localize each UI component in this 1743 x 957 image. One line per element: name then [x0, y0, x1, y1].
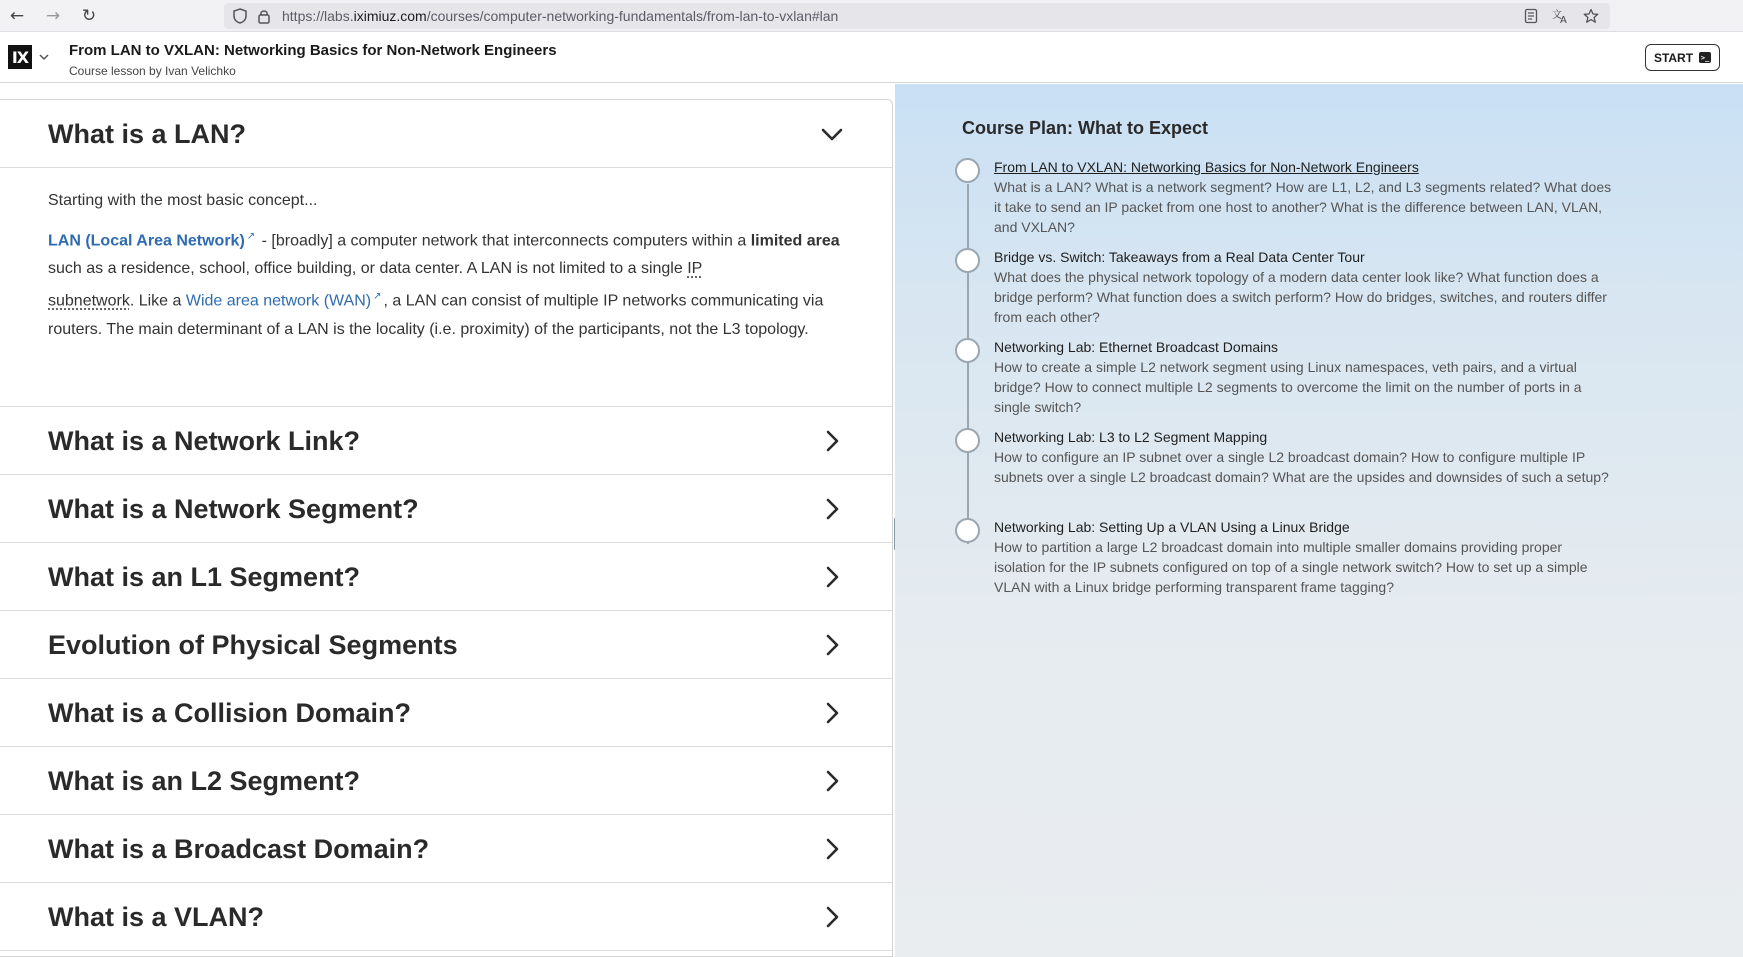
definition-text-2: such as a residence, school, office building, or data center. A LAN is not limited to a single	[48, 260, 688, 278]
accordion-heading[interactable]: What is an L1 Segment?	[48, 561, 361, 592]
forward-arrow-icon[interactable]: →	[45, 6, 61, 26]
accordion-item-what-is-a-lan[interactable]	[0, 100, 892, 168]
back-arrow-icon[interactable]: ←	[9, 6, 25, 26]
definition-text-1: - [broadly] a computer network that interconnects computers within a	[257, 232, 751, 250]
course-plan-item-description: What is a LAN? What is a network segment? How are L1, L2, and L3 segments related? What does it take to send an IP packet from one host to another? What is the difference between LAN, VLAN, and VXLAN?	[994, 179, 1612, 235]
chevron-right-icon[interactable]	[820, 633, 844, 657]
definition-text-3: . Like a	[129, 292, 186, 310]
intro-text: Starting with the most basic concept...	[48, 192, 318, 209]
accordion-heading[interactable]: Evolution of Physical Segments	[48, 629, 458, 660]
course-plan-item-title: Networking Lab: Ethernet Broadcast Domains	[994, 339, 1279, 355]
chevron-down-icon[interactable]	[820, 122, 844, 146]
course-plan-item-title[interactable]: From LAN to VXLAN: Networking Basics for Non-Network Engineers	[994, 159, 1419, 175]
course-plan-item-description: How to create a simple L2 network segment using Linux namespaces, veth pairs, and a virtual bridge? How to connect multiple L2 segments to overcome the limit on the number of ports in a single switch?	[994, 359, 1582, 415]
course-plan-item-description: What does the physical network topology of a modern data center look like? What function does a bridge perform? What function does a switch perform? How do bridges, switches, and routers differ from each other?	[994, 269, 1607, 325]
course-plan-item-description: How to configure an IP subnet over a single L2 broadcast domain? How to configure multiple IP subnets over a single L2 broadcast domain? What are the upsides and downsides of such a setup?	[994, 449, 1609, 485]
url-prefix: https://labs.	[282, 8, 354, 24]
accordion-heading[interactable]: What is a Network Segment?	[48, 493, 419, 524]
accordion-item[interactable]	[0, 475, 892, 543]
svg-text:文: 文	[1552, 10, 1562, 21]
timeline-dot	[955, 248, 980, 273]
start-button[interactable]	[1645, 44, 1720, 71]
lock-icon[interactable]	[256, 8, 272, 24]
course-plan-item-title: Networking Lab: L3 to L2 Segment Mapping	[994, 429, 1268, 445]
accordion-heading[interactable]: What is an L2 Segment?	[48, 765, 361, 796]
definition-bold: limited area	[750, 232, 840, 250]
url-domain: iximiuz.com	[353, 8, 427, 24]
address-bar[interactable]	[224, 3, 1610, 29]
accordion-heading[interactable]: What is a VLAN?	[48, 901, 265, 932]
accordion-item[interactable]	[0, 611, 892, 679]
lesson-title: From LAN to VXLAN: Networking Basics for Non-Network Engineers	[69, 42, 557, 59]
start-button-label: START	[1653, 50, 1694, 65]
url-text[interactable]	[282, 8, 838, 24]
chevron-right-icon[interactable]	[820, 769, 844, 793]
svg-text:A: A	[1560, 15, 1567, 24]
translate-icon[interactable]	[1552, 7, 1570, 25]
subnetwork-term[interactable]: subnetwork	[48, 292, 130, 310]
timeline-line	[967, 184, 969, 544]
terminal-icon: >_	[1700, 53, 1710, 62]
shield-icon[interactable]	[232, 8, 248, 24]
chevron-right-icon[interactable]	[820, 701, 844, 725]
chevron-right-icon[interactable]	[820, 837, 844, 861]
iximiuz-logo[interactable]: IX	[8, 45, 32, 69]
accordion-item[interactable]	[0, 679, 892, 747]
chevron-right-icon[interactable]	[820, 429, 844, 453]
accordion-item[interactable]	[0, 747, 892, 815]
external-link-icon: ↗	[246, 231, 256, 242]
chevron-right-icon[interactable]	[820, 497, 844, 521]
reader-view-icon[interactable]	[1522, 7, 1540, 25]
accordion-heading[interactable]: What is a Network Link?	[48, 425, 361, 456]
bookmark-star-icon[interactable]	[1582, 7, 1600, 25]
lan-link[interactable]: LAN (Local Area Network)	[48, 232, 245, 250]
accordion-heading[interactable]: What is a Broadcast Domain?	[48, 833, 430, 864]
accordion-item[interactable]	[0, 543, 892, 611]
lesson-subtitle: Course lesson by Ivan Velichko	[69, 64, 236, 78]
timeline-dot	[955, 158, 980, 183]
accordion-heading[interactable]: What is a Collision Domain?	[48, 697, 412, 728]
app-header	[0, 33, 1743, 83]
accordion-body	[0, 168, 892, 407]
chevron-right-icon[interactable]	[820, 565, 844, 589]
course-plan-title: Course Plan: What to Expect	[962, 118, 1209, 138]
browser-toolbar	[0, 0, 1743, 32]
accordion-heading[interactable]: What is a LAN?	[48, 118, 247, 149]
timeline-dot	[955, 428, 980, 453]
chevron-down-icon[interactable]	[37, 50, 51, 64]
timeline-dot	[955, 338, 980, 363]
external-link-icon: ↗	[373, 291, 382, 303]
course-plan-item-description: How to partition a large L2 broadcast domain into multiple smaller domains providing proper isolation for the IP subnets configured on top of a single network switch? How to set up a simple VLAN with a Linux bridge performing transparent frame tagging?	[994, 539, 1588, 595]
course-plan-item-title: Bridge vs. Switch: Takeaways from a Real Data Center Tour	[994, 249, 1365, 265]
url-path: /courses/computer-networking-fundamentals/from-lan-to-vxlan#lan	[426, 8, 839, 24]
definition-text-4: , a LAN can consist of multiple IP networks communicating via routers. The main determinant of a LAN is the locality (i.e. proximity) of the participants, not the L3 topology.	[48, 292, 824, 338]
wan-link[interactable]: Wide area network (WAN)	[185, 292, 372, 310]
lesson-accordion	[0, 99, 893, 957]
ip-abbreviation[interactable]: IP	[687, 260, 703, 278]
course-plan-panel	[895, 84, 1743, 957]
accordion-item[interactable]	[0, 407, 892, 475]
course-plan-item-title: Networking Lab: Setting Up a VLAN Using a Linux Bridge	[994, 519, 1350, 535]
lan-definition	[48, 223, 844, 344]
chevron-right-icon[interactable]	[820, 905, 844, 929]
reload-icon[interactable]: ↻	[81, 6, 97, 26]
timeline-dot	[955, 518, 980, 543]
accordion-item[interactable]	[0, 815, 892, 883]
accordion-item[interactable]	[0, 883, 892, 951]
